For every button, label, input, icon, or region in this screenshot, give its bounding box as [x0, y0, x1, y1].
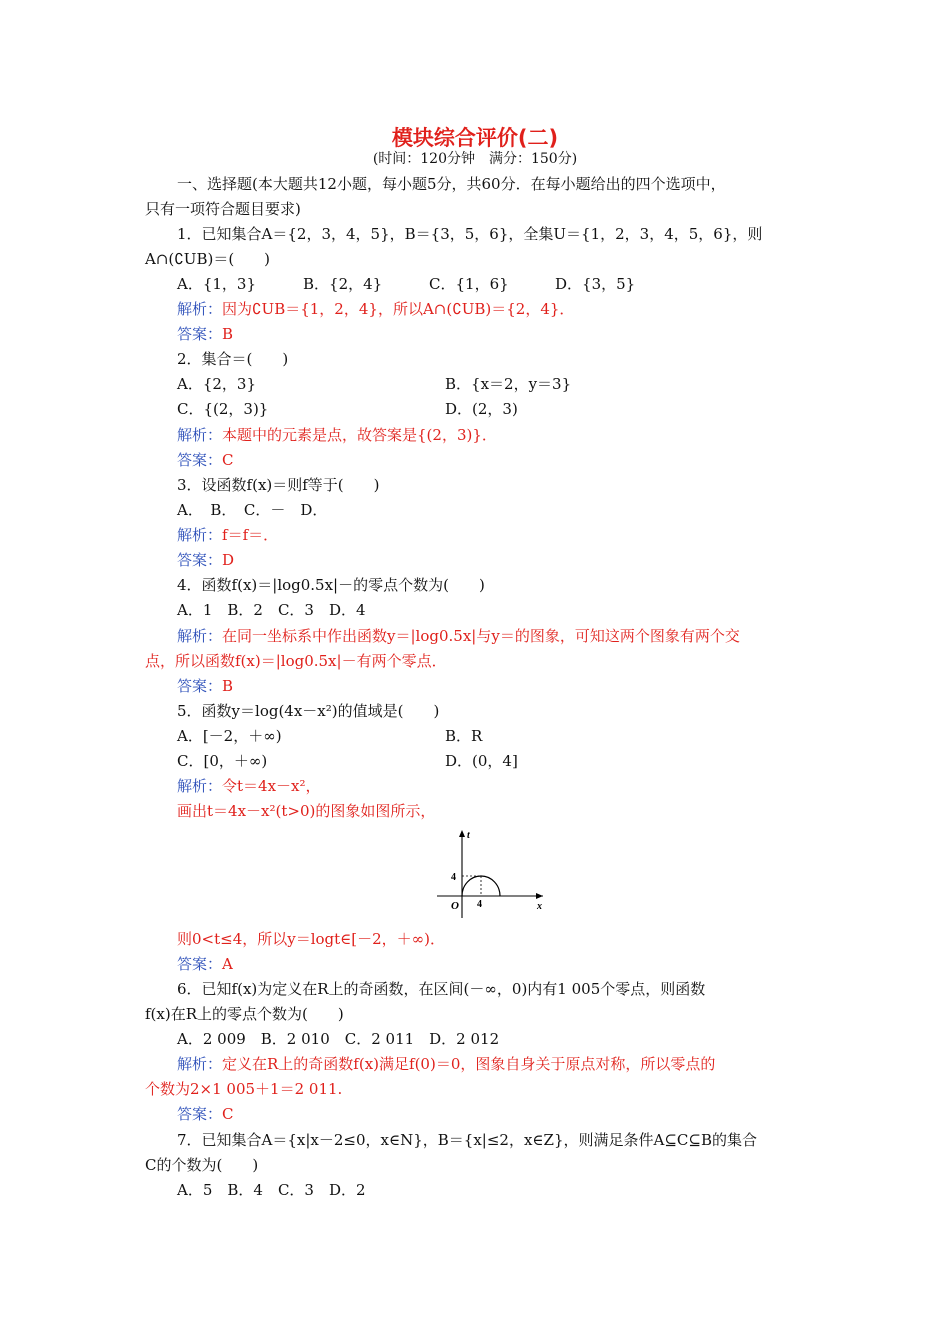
q4-answer-value: B: [222, 677, 234, 695]
q4-options: A．1 B．2 C．3 D．4: [177, 601, 366, 619]
q7-options: A．5 B．4 C．3 D．2: [177, 1181, 366, 1199]
q7-stem-line1: 7．已知集合A＝{x|x－2≤0，x∈N}，B＝{x|≤2，x∈Z}，则满足条件A⊆C⊆B的集合: [177, 1131, 757, 1149]
q2-option-c: C．{(2，3)}: [177, 400, 269, 418]
q4-analysis-line2: 点，所以函数f(x)＝|log0.5x|－有两个零点．: [145, 652, 447, 670]
q1-option-b: B．{2，4}: [303, 275, 383, 293]
q1-option-d: D．{3，5}: [555, 275, 636, 293]
page-title: 模块综合评价(二): [391, 126, 559, 150]
q6-stem-line1: 6．已知f(x)为定义在R上的奇函数，在区间(－∞，0)内有1 005个零点，则函数: [177, 980, 706, 998]
q5-option-d: D．(0，4]: [445, 752, 518, 770]
t-axis-arrow: [459, 830, 465, 837]
q5-option-a: A．[－2，＋∞): [177, 727, 282, 745]
q2-analysis: [177, 425, 497, 445]
q5-stem: 5．函数y＝log(4x－x²)的值域是( ): [177, 702, 440, 720]
q3-stem: 3．设函数f(x)＝则f等于( ): [177, 476, 380, 494]
q1-analysis: [177, 299, 574, 319]
analysis-label: 解析：: [177, 1055, 223, 1073]
q5-answer: [177, 954, 233, 974]
section-heading-line1: 一、选择题(本大题共12小题，每小题5分，共60分．在每小题给出的四个选项中，: [177, 175, 726, 193]
q1-stem-line2: A∩(∁UB)＝( ): [145, 250, 271, 268]
answer-label: 答案：: [177, 677, 223, 695]
analysis-label: 解析：: [177, 300, 223, 318]
q4-analysis-text1: 在同一坐标系中作出函数y＝|log0.5x|与y＝的图象，可知这两个图象有两个交: [222, 627, 740, 645]
q1-option-a: A．{1，3}: [177, 275, 257, 293]
q1-answer-value: B: [222, 325, 234, 343]
q6-analysis-text1: 定义在R上的奇函数f(x)满足f(0)＝0，图象自身关于原点对称，所以零点的: [222, 1055, 716, 1073]
analysis-label: 解析：: [177, 526, 223, 544]
q2-answer: [177, 450, 234, 470]
q1-answer: [177, 324, 233, 344]
q6-options: A．2 009 B．2 010 C．2 011 D．2 012: [177, 1030, 500, 1048]
page-subtitle: (时间：120分钟 满分：150分): [372, 151, 578, 167]
analysis-label: 解析：: [177, 426, 223, 444]
x-axis-label: x: [537, 901, 542, 912]
y-tick-label: 4: [451, 872, 456, 883]
q1-option-c: C．{1，6}: [429, 275, 509, 293]
q5-answer-value: A: [222, 955, 233, 973]
q3-options: A． B． C．－ D．: [177, 501, 328, 519]
section-heading-line2: 只有一项符合题目要求): [145, 200, 301, 218]
q6-answer: [177, 1104, 234, 1124]
q2-option-a: A．{2，3}: [177, 375, 257, 393]
q6-stem-line2: f(x)在R上的零点个数为( ): [145, 1005, 344, 1023]
q1-options: [177, 274, 635, 294]
q5-option-c: C．[0，＋∞): [177, 752, 268, 770]
q5-analysis-line2: 画出t＝4x－x²(t>0)的图象如图所示，: [177, 802, 436, 820]
answer-label: 答案：: [177, 955, 223, 973]
q6-answer-value: C: [222, 1105, 234, 1123]
q2-option-b: B．{x＝2，y＝3}: [445, 375, 572, 393]
x-tick-label: 4: [477, 899, 482, 910]
q6-analysis-line1: [177, 1054, 715, 1074]
q5-analysis-text1: 令t＝4x－x²，: [222, 777, 321, 795]
q3-answer: [177, 550, 234, 570]
x-axis-arrow: [536, 893, 543, 899]
q5-analysis-line1: [177, 776, 321, 796]
q4-answer: [177, 676, 233, 696]
q2-option-d: D．(2，3): [445, 400, 518, 418]
q7-stem-line2: C的个数为( ): [145, 1156, 259, 1174]
q5-option-b: B．R: [445, 727, 483, 745]
answer-label: 答案：: [177, 451, 223, 469]
q3-answer-value: D: [222, 551, 235, 569]
answer-label: 答案：: [177, 325, 223, 343]
answer-label: 答案：: [177, 1105, 223, 1123]
origin-label: O: [451, 900, 459, 912]
analysis-label: 解析：: [177, 777, 223, 795]
q1-analysis-text: 因为∁UB＝{1，2，4}，所以A∩(∁UB)＝{2，4}．: [222, 300, 575, 318]
q6-analysis-line2: 个数为2×1 005＋1＝2 011.: [145, 1080, 343, 1098]
q2-stem: 2．集合＝( ): [177, 350, 289, 368]
t-axis-label: t: [467, 830, 470, 841]
answer-label: 答案：: [177, 551, 223, 569]
q4-analysis-line1: [177, 626, 740, 646]
q4-stem: 4．函数f(x)＝|log0.5x|－的零点个数为( ): [177, 576, 485, 594]
q2-analysis-text: 本题中的元素是点，故答案是{(2，3)}．: [222, 426, 497, 444]
q5-analysis-line3: 则0<t≤4，所以y＝logt∈[－2，＋∞)．: [177, 930, 446, 948]
analysis-label: 解析：: [177, 627, 223, 645]
q2-answer-value: C: [222, 451, 234, 469]
q3-analysis: [177, 525, 278, 545]
q5-parabola-graph: [433, 826, 549, 920]
q1-stem-line1: 1．已知集合A＝{2，3，4，5}，B＝{3，5，6}，全集U＝{1，2，3，4，5，6}，则: [177, 225, 763, 243]
q3-analysis-text: f＝f＝．: [222, 526, 279, 544]
